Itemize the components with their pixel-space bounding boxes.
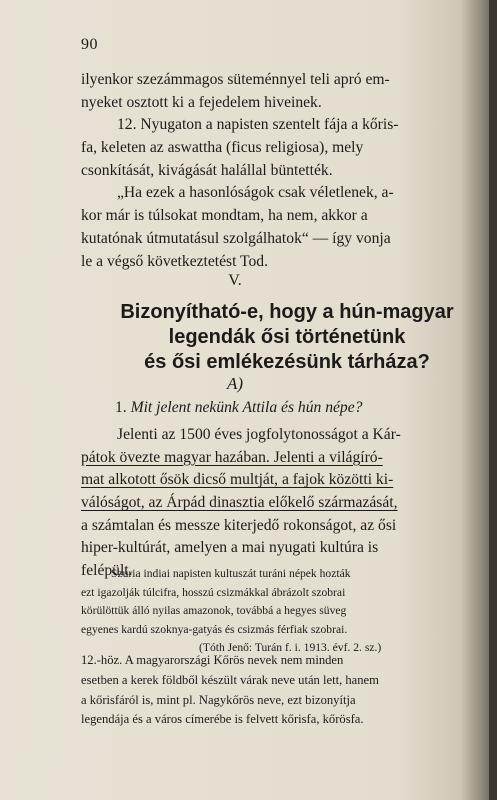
footnote-citation: (Tóth Jenő: Turán f. i. 1913. évf. 2. sz.) <box>199 641 382 654</box>
footnote-line: egyenes kardú szoknya-gatyás és csizmás férfiak szobrai. <box>81 622 348 636</box>
page-number: 90 <box>81 36 98 53</box>
point-title-text: Mit jelent nekünk Attila és hún népe? <box>130 399 363 416</box>
footnote-line: 12.-höz. A magyarországi Kőrös nevek nem minden <box>81 653 344 667</box>
section-number: V. <box>228 272 242 289</box>
text-line: csonkítását, kivágását halállal büntették. <box>81 161 333 179</box>
text-line: Jelenti az 1500 éves jogfolytonosságot a Kár- <box>117 426 401 443</box>
footnote-line: a kőrisfáról is, mint pl. Nagykőrös neve, ezt bizonyítja <box>81 692 356 707</box>
text-line: kor már is túlsokat mondtam, ha nem, akkor a <box>81 207 368 225</box>
text-line: 12. Nyugaton a napisten szentelt fája a kőris- <box>117 116 399 134</box>
text-line: nyeket osztott ki a fejedelem hiveinek. <box>81 93 322 111</box>
text-line: pátok övezte magyar hazában. Jelenti a világíró- <box>81 448 383 466</box>
text-line: fa, keleten az aswattha (ficus religiosa), mely <box>81 139 364 157</box>
text-line: le a végső következtetést Tod. <box>81 252 268 270</box>
footnote-line: körülöttük álló nyilas amazonok, továbbá a hegyes süveg <box>81 604 347 617</box>
answer-paragraph <box>81 424 481 583</box>
subheading: A) <box>226 374 244 393</box>
footnote-line: Szuria indiai napisten kultuszát turáni népek hozták <box>111 567 351 580</box>
footnote-block <box>81 565 481 658</box>
text-line: válóságot, az Árpád dinasztia előkelő származását, <box>81 494 398 512</box>
text-line: felépült. <box>81 562 133 580</box>
heading-line: Bizonyítható-e, hogy a hún-magyar <box>120 301 454 323</box>
footnote-line: legendája és a város címerébe is felvett kőrisfa, kőrösfa. <box>81 712 364 727</box>
page-edge <box>489 0 497 800</box>
point-title <box>115 399 362 417</box>
text-line: kutatónak útmutatásul szolgálhatok“ — így vonja <box>81 229 391 247</box>
text-line: „Ha ezek a hasonlóságok csak véletlenek, a- <box>117 184 394 202</box>
text-line: a számtalan és messze kiterjedő rokonságot, az ősi <box>81 516 397 534</box>
heading-line: és ősi emlékezésünk tárháza? <box>144 351 430 373</box>
heading-line: legendák ősi történetünk <box>168 326 406 348</box>
footnote-block <box>81 651 481 730</box>
text-line: hiper-kultúrát, amelyen a mai nyugati kultúra is <box>81 539 379 557</box>
point-number: 1. <box>115 399 127 416</box>
text-line: ilyenkor szezámmagos süteménnyel teli apró em- <box>81 71 390 88</box>
chapter-heading <box>92 300 482 375</box>
top-paragraph <box>81 69 481 273</box>
footnote-line: esetben a kerek földből készült várak neve után lett, hanem <box>81 672 379 687</box>
footnote-line: ezt igazolják túlcifra, hosszú csizmákkal ábrázolt szobrai <box>81 585 346 599</box>
text-line: mat alkotott ősök dicső multját, a fajok közötti ki- <box>81 471 394 489</box>
